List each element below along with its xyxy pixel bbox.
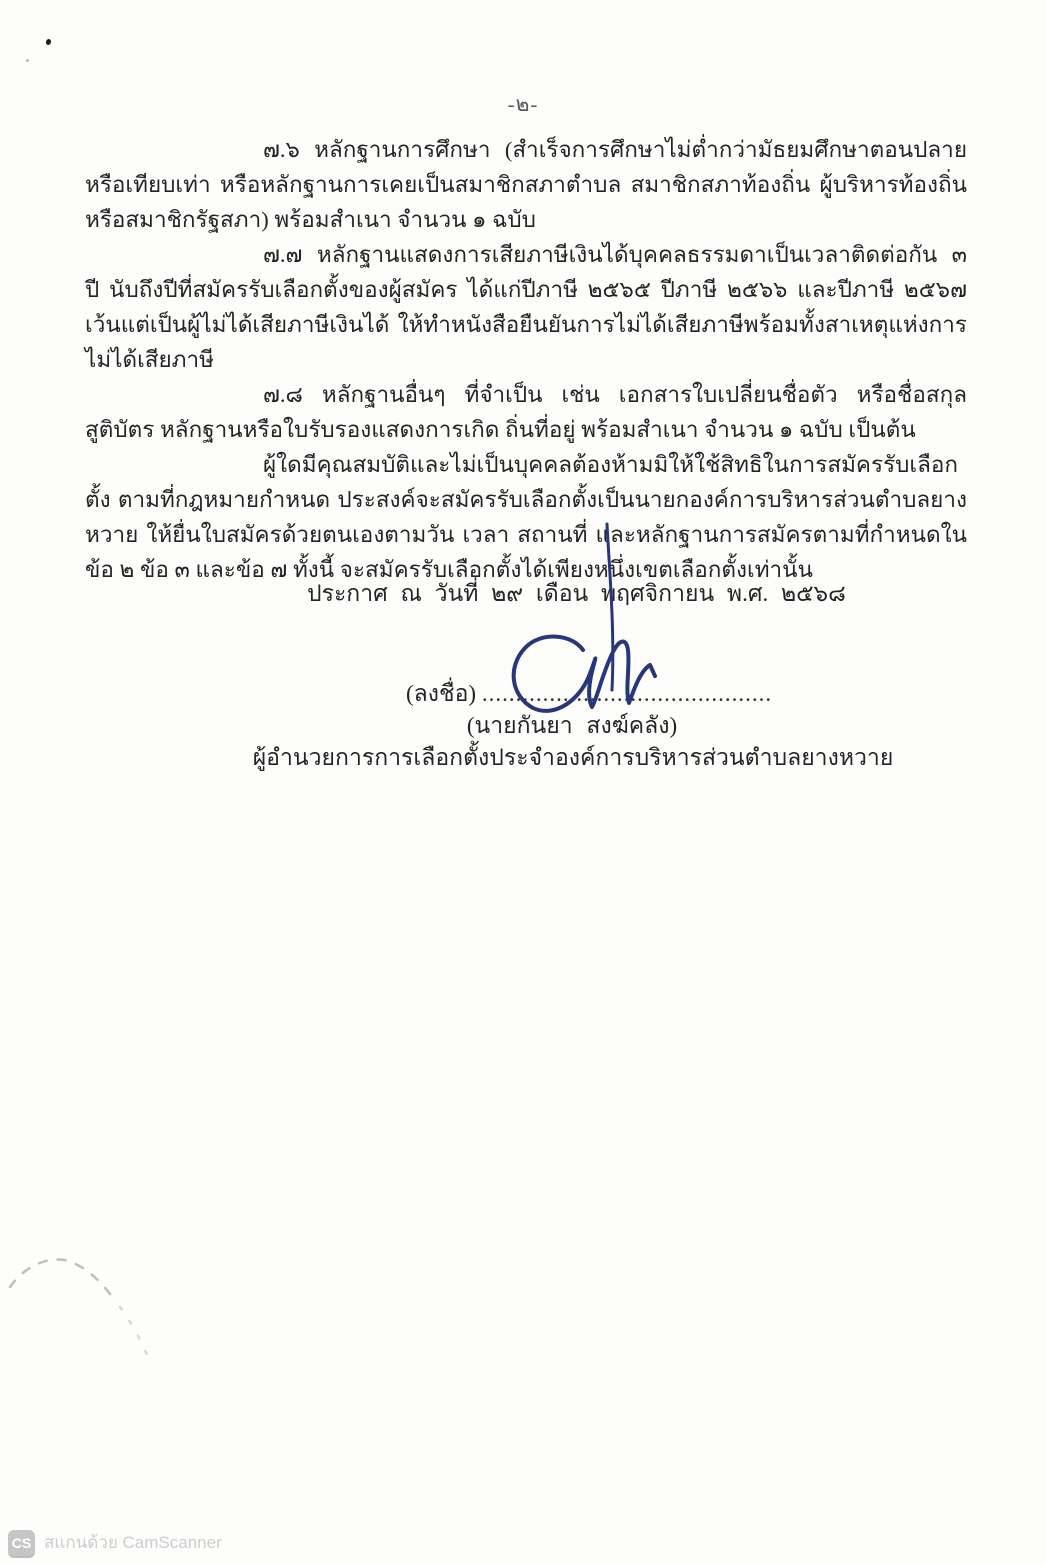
paragraph-7-7: ๗.๗ หลักฐานแสดงการเสียภาษีเงินได้บุคคลธรรมดาเป็นเวลาติดต่อกัน ๓ ปี นับถึงปีที่สมัครรับเลือกตั้งของผู้สมัคร ได้แก่ปีภาษี ๒๕๖๕ ปีภาษี ๒๕๖๖ และปีภาษี ๒๕๖๗ เว้นแต่เป็นผู้ไม่ได้เสียภาษีเงินได้ ให้ทำหนังสือยืนยันการไม่ได้เสียภาษีพร้อมทั้งสาเหตุแห่งการไม่ได้เสียภาษี: [85, 242, 967, 372]
paragraph-7-6: ๗.๖ หลักฐานการศึกษา (สำเร็จการศึกษาไม่ต่ำกว่ามัธยมศึกษาตอนปลายหรือเทียบเท่า หรือหลักฐานการเคยเป็นสมาชิกสภาตำบล สมาชิกสภาท้องถิ่น ผู้บริหารท้องถิ่น หรือสมาชิกรัฐสภา) พร้อมสำเนา จำนวน ๑ ฉบับ: [85, 137, 967, 232]
paragraph-closing: ผู้ใดมีคุณสมบัติและไม่เป็นบุคคลต้องห้ามมิให้ใช้สิทธิในการสมัครรับเลือกตั้ง ตามที่กฎหมายกำหนด ประสงค์จะสมัครรับเลือกตั้งเป็นนายกองค์การบริหารส่วนตำบลยางหวาย ให้ยื่นใบสมัครด้วยตนเองตามวัน เวลา สถานที่ และหลักฐานการสมัครตามที่กำหนดในข้อ ๒ ข้อ ๓ และข้อ ๗ ทั้งนี้ จะสมัครรับเลือกตั้งได้เพียงหนึ่งเขตเลือกตั้งเท่านั้น: [85, 452, 967, 582]
camscanner-logo-icon: [8, 1530, 35, 1556]
page-number: -๒-: [507, 92, 539, 116]
camscanner-watermark: [8, 1529, 222, 1556]
scan-speck: [26, 59, 29, 62]
paragraph-7-8: ๗.๘ หลักฐานอื่นๆ ที่จำเป็น เช่น เอกสารใบเปลี่ยนชื่อตัว หรือชื่อสกุล สูติบัตร หลักฐานหรือใบรับรองแสดงการเกิด ถิ่นที่อยู่ พร้อมสำเนา จำนวน ๑ ฉบับ เป็นต้น: [85, 382, 967, 442]
scan-speck: [45, 38, 51, 45]
camscanner-logo-text: CS: [11, 1534, 32, 1551]
sign-label: (ลงชื่อ): [406, 681, 477, 706]
signature-dotted-line: ...........................................: [481, 681, 773, 706]
issued-date-line: ประกาศ ณ วันที่ ๒๙ เดือน พฤศจิกายน พ.ศ. ๒๕๖๘: [307, 581, 846, 606]
camscanner-watermark-text: สแกนด้วย CamScanner: [44, 1533, 222, 1552]
signer-name: (นายกันยา สงฆ์คลัง): [466, 713, 678, 738]
document-body: [85, 132, 967, 587]
faint-pen-scribble: [0, 1245, 200, 1375]
signature-line: [406, 676, 772, 712]
signer-title: ผู้อำนวยการการเลือกตั้งประจำองค์การบริหารส่วนตำบลยางหวาย: [252, 745, 894, 770]
